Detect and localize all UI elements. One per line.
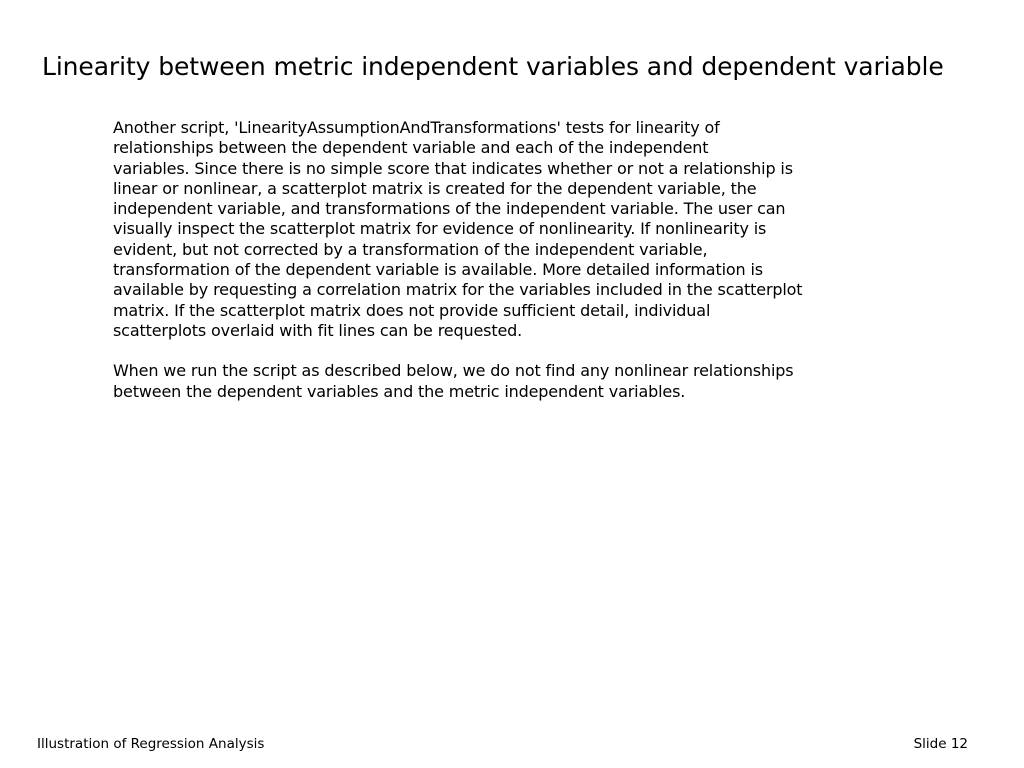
text-line: Another script, 'LinearityAssumptionAndTransformations' tests for linearity of: [113, 118, 720, 137]
text-line: scatterplots overlaid with fit lines can be requested.: [113, 320, 523, 340]
slide-title: Linearity between metric independent variables and dependent variable: [42, 52, 944, 81]
footer-slide-number: Slide 12: [913, 736, 968, 752]
body-paragraph-2: [113, 361, 913, 402]
body-paragraph-1: [113, 118, 913, 341]
footer-presentation-title: Illustration of Regression Analysis: [37, 736, 265, 752]
text-line: relationships between the dependent variable and each of the independent: [113, 138, 709, 158]
text-line: When we run the script as described below, we do not find any nonlinear relationships: [113, 361, 794, 381]
text-line: between the dependent variables and the metric independent variables.: [113, 381, 686, 401]
slide-body: [113, 118, 913, 402]
text-line: independent variable, and transformations of the independent variable. The user can: [113, 199, 786, 219]
text-line: variables. Since there is no simple score that indicates whether or not a relationship is: [113, 158, 793, 178]
text-line: linear or nonlinear, a scatterplot matrix is created for the dependent variable, the: [113, 178, 757, 198]
text-line: matrix. If the scatterplot matrix does not provide sufficient detail, individual: [113, 300, 711, 320]
text-line: evident, but not corrected by a transformation of the independent variable,: [113, 239, 708, 259]
text-line: transformation of the dependent variable is available. More detailed information is: [113, 260, 763, 280]
text-line: available by requesting a correlation matrix for the variables included in the scatterplot: [113, 280, 803, 300]
text-line: visually inspect the scatterplot matrix for evidence of nonlinearity. If nonlinearity is: [113, 219, 767, 239]
